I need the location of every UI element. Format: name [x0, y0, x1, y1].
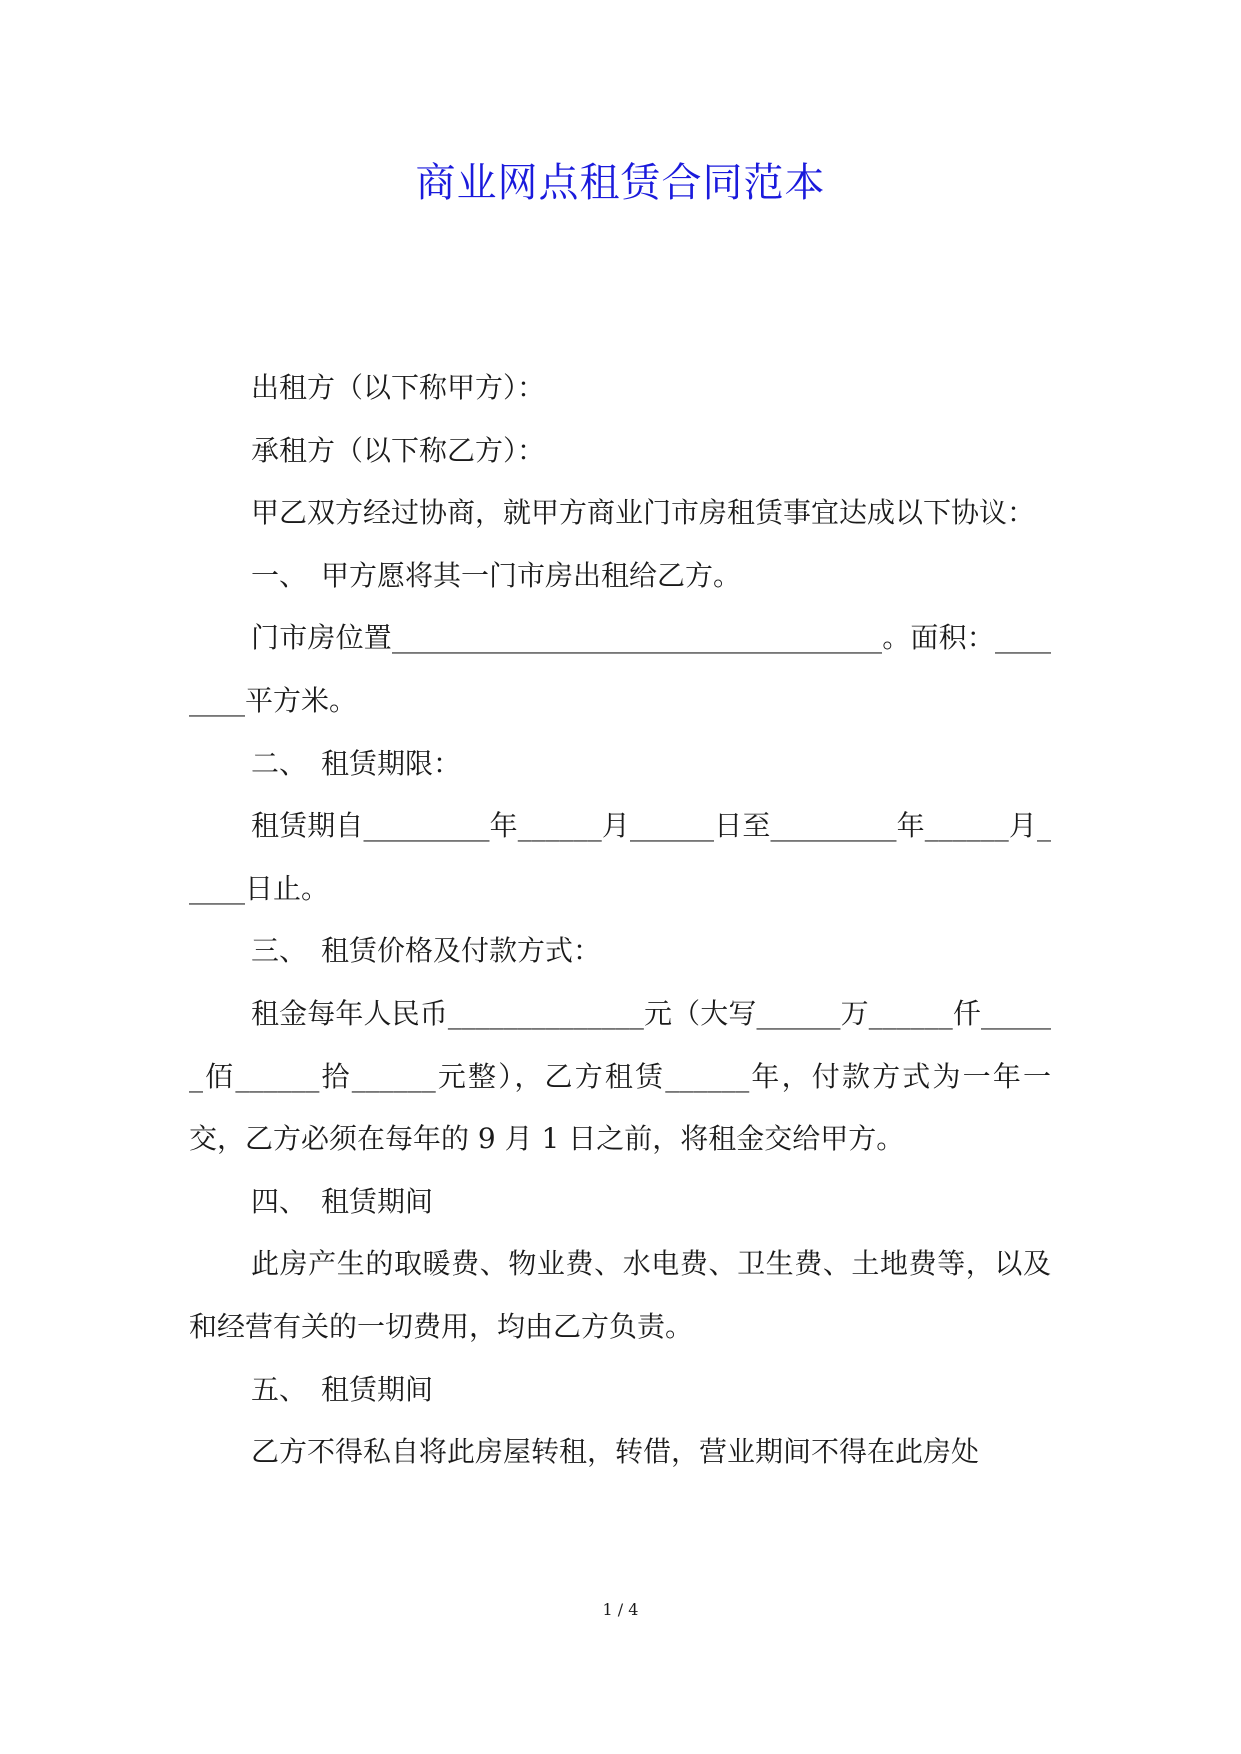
paragraph-rent-payment: 租金每年人民币______________元（大写______万______仟______佰______拾______元整），乙方租赁______年，付款方式为一年一交，乙方必须在每年的 9 月 1 日之前，将租金交给甲方。	[189, 996, 1051, 1156]
section-heading-1: 一、 甲方愿将其一门市房出租给乙方。	[251, 558, 742, 592]
paragraph-agreement-intro: 甲乙双方经过协商，就甲方商业门市房租赁事宜达成以下协议：	[251, 496, 1036, 530]
paragraph-sublease: 乙方不得私自将此房屋转租，转借，营业期间不得在此房处	[251, 1435, 980, 1469]
document-title: 商业网点租赁合同范本	[415, 160, 826, 206]
paragraph-location-area: 门市房位置___________________________________。面积：________平方米。	[189, 621, 1051, 717]
paragraph-fees: 此房产生的取暖费、物业费、水电费、卫生费、土地费等，以及和经营有关的一切费用，均由乙方负责。	[189, 1247, 1051, 1343]
section-heading-5: 五、 租赁期间	[251, 1372, 434, 1406]
paragraph-lease-term: 租赁期自_________年______月______日至_________年______月_____日止。	[189, 809, 1051, 905]
section-heading-4: 四、 租赁期间	[251, 1184, 434, 1218]
document-body	[189, 357, 1051, 1484]
paragraph-lessor: 出租方（以下称甲方）：	[251, 371, 546, 404]
page-number: 1 / 4	[602, 1600, 639, 1619]
section-heading-2: 二、 租赁期限：	[251, 746, 462, 780]
paragraph-lessee: 承租方（以下称乙方）：	[251, 433, 546, 467]
section-heading-3: 三、 租赁价格及付款方式：	[251, 934, 602, 968]
